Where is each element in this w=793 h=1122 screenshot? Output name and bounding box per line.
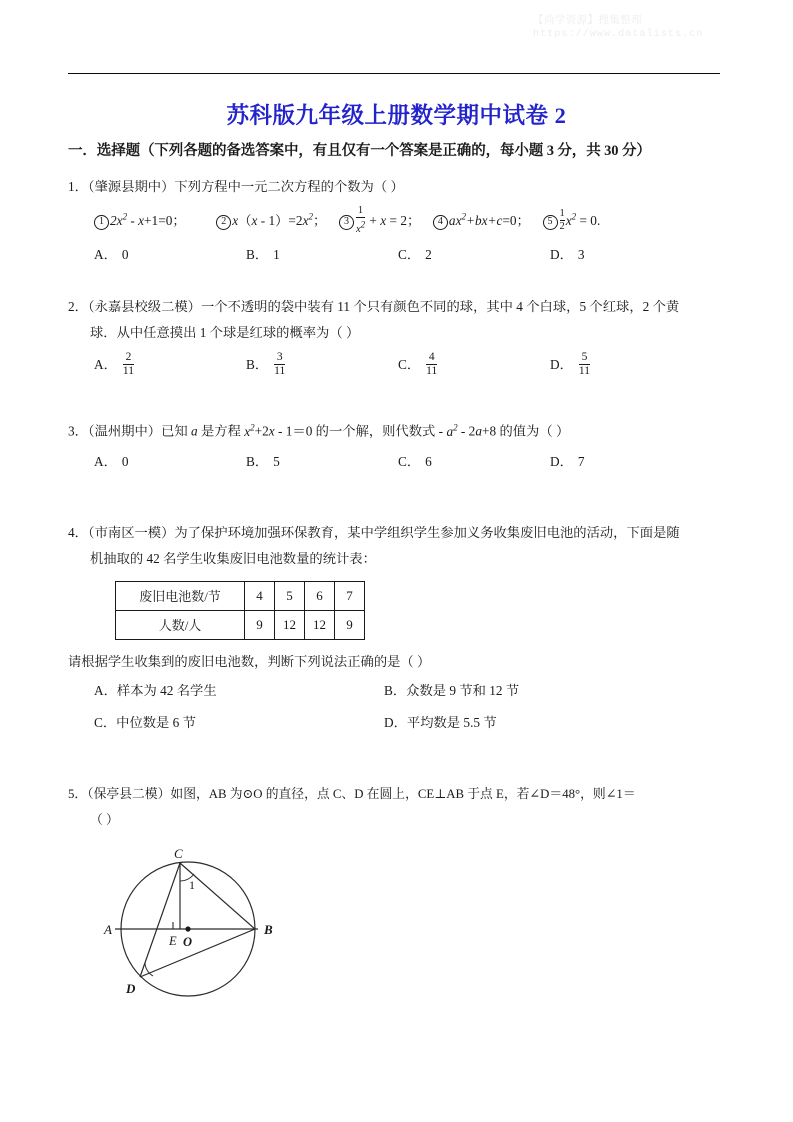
expr-2: 2 $x(x - 1)=2x^2$； bbox=[216, 213, 326, 228]
question-2-stem bbox=[68, 294, 728, 320]
geometry-figure bbox=[88, 847, 388, 1022]
watermark-url: https://www.datalists.cn bbox=[533, 29, 704, 40]
table-cell: 7 bbox=[335, 581, 365, 610]
expr-5: 5 $\frac{1}{2}$ $x^2 = 0$. bbox=[543, 213, 601, 228]
table-row bbox=[116, 610, 365, 639]
question-3-source: （温州期中） bbox=[87, 423, 162, 439]
question-1 bbox=[68, 174, 728, 268]
question-4-text-2: 机抽取的 42 名学生收集废旧电池数量的统计表： bbox=[90, 550, 376, 566]
question-5 bbox=[68, 781, 728, 1022]
question-4-stem bbox=[68, 520, 728, 546]
question-4-options bbox=[68, 675, 728, 739]
right-angle-mark-E bbox=[173, 922, 180, 929]
table-cell: 5 bbox=[275, 581, 305, 610]
question-2-source: （永嘉县校级二模） bbox=[87, 299, 201, 315]
question-4-number: 4． bbox=[68, 524, 88, 540]
label-B: B bbox=[264, 921, 273, 937]
option-2-B[interactable]: B． $\frac{3}{11}$ bbox=[246, 350, 286, 377]
option-1-A[interactable]: A． 0 bbox=[94, 247, 129, 263]
option-1-C[interactable]: C． 2 bbox=[398, 247, 432, 263]
expr-3: 3 $\frac{1}{x^2}$ + x = 2； bbox=[339, 213, 420, 228]
option-2-D[interactable]: D． $\frac{5}{11}$ bbox=[550, 350, 590, 377]
expr-1: 1 $2x^2 - x+1=0$； bbox=[94, 213, 186, 228]
question-4-text-1: 为了保护环境加强环保教育，某中学组织学生参加义务收集废旧电池的活动，下面是随 bbox=[174, 524, 680, 540]
question-1-stem bbox=[68, 174, 728, 200]
option-1-B[interactable]: B． 1 bbox=[246, 247, 280, 263]
table-cell: 6 bbox=[305, 581, 335, 610]
option-1-D[interactable]: D． 3 bbox=[550, 247, 585, 263]
table-row bbox=[116, 581, 365, 610]
option-2-A[interactable]: A． $\frac{2}{11}$ bbox=[94, 350, 134, 377]
statistics-table bbox=[115, 581, 365, 640]
question-3 bbox=[68, 414, 728, 474]
option-4-D[interactable]: D．平均数是 5.5 节 bbox=[384, 714, 497, 730]
question-5-stem-line2 bbox=[68, 807, 728, 833]
table-cell: 9 bbox=[245, 610, 275, 639]
option-2-C[interactable]: C． $\frac{4}{11}$ bbox=[398, 350, 438, 377]
option-3-B[interactable]: B． 5 bbox=[246, 453, 280, 469]
question-2 bbox=[68, 294, 728, 380]
question-5-number: 5． bbox=[68, 786, 88, 801]
question-1-number: 1． bbox=[68, 179, 88, 194]
table-row-header-people: 人数/人 bbox=[116, 610, 245, 639]
watermark bbox=[533, 14, 763, 42]
question-1-text: 下列方程中一元二次方程的个数为（ ） bbox=[174, 179, 404, 194]
question-3-stem: 3．（温州期中）已知 a 是方程 $x^2+2x - 1=0$ 的一个解，则代数式 - $a^2 - 2a+8$ 的值为（ ） bbox=[68, 422, 570, 439]
question-2-number: 2． bbox=[68, 299, 88, 315]
table-cell: 12 bbox=[305, 610, 335, 639]
segment-DB bbox=[140, 929, 255, 977]
label-D: D bbox=[126, 980, 136, 996]
section-heading: 一．选择题（下列各题的备选答案中，有且仅有一个答案是正确的，每小题 3 分，共 30 分） bbox=[68, 143, 651, 159]
question-4-stem-line2 bbox=[68, 546, 728, 572]
label-C: C bbox=[174, 846, 183, 861]
question-4 bbox=[68, 520, 728, 739]
question-2-options bbox=[68, 350, 728, 380]
option-4-B[interactable]: B．众数是 9 节和 12 节 bbox=[384, 682, 520, 698]
question-5-source: （保亭县二模） bbox=[87, 786, 171, 801]
table-cell: 9 bbox=[335, 610, 365, 639]
expr-4: 4 $ax^2+bx+c=0$； bbox=[433, 213, 530, 228]
option-4-C[interactable]: C．中位数是 6 节 bbox=[94, 714, 196, 730]
label-angle-1: 1 bbox=[189, 877, 195, 892]
question-2-stem-line2 bbox=[68, 320, 728, 346]
segment-CB bbox=[180, 863, 255, 929]
question-2-text-1: 一个不透明的袋中装有 11 个只有颜色不同的球，其中 4 个白球，5 个红球，2 个黄 bbox=[200, 299, 680, 315]
option-3-C[interactable]: C． 6 bbox=[398, 453, 432, 469]
table-cell: 12 bbox=[275, 610, 305, 639]
option-3-D[interactable]: D． 7 bbox=[550, 453, 585, 469]
question-1-expressions bbox=[68, 200, 728, 238]
question-5-text-2: （ ） bbox=[90, 812, 119, 827]
question-4-source: （市南区一模） bbox=[87, 524, 175, 540]
option-3-A[interactable]: A． 0 bbox=[94, 453, 129, 469]
center-point-O bbox=[185, 926, 190, 931]
segment-CD bbox=[140, 863, 180, 977]
question-5-stem bbox=[68, 781, 728, 807]
content-column bbox=[68, 140, 728, 1028]
page-title: 苏科版九年级上册数学期中试卷 2 bbox=[226, 103, 567, 128]
label-O: O bbox=[183, 934, 193, 949]
question-1-options bbox=[68, 242, 728, 268]
question-3-number: 3． bbox=[68, 423, 88, 439]
header-divider bbox=[68, 73, 720, 74]
question-2-text-2: 球．从中任意摸出 1 个球是红球的概率为（ ） bbox=[90, 325, 360, 341]
watermark-line1: 【尚学资源】搜集整理 bbox=[533, 15, 642, 26]
circle-diagram-svg bbox=[88, 847, 318, 1027]
option-4-A[interactable]: A．样本为 42 名学生 bbox=[94, 682, 217, 698]
question-1-source: （肇源县期中） bbox=[87, 179, 175, 194]
label-A: A bbox=[104, 921, 112, 937]
question-3-options bbox=[68, 449, 728, 475]
table-row-header-batteries: 废旧电池数/节 bbox=[116, 581, 245, 610]
label-E: E bbox=[169, 933, 177, 948]
table-cell: 4 bbox=[245, 581, 275, 610]
question-4-sub-stem: 请根据学生收集到的废旧电池数，判断下列说法正确的是（ ） bbox=[68, 653, 431, 669]
question-5-text-1: 如图，AB 为⊙O 的直径，点 C、D 在圆上，CE⊥AB 于点 E，若∠D＝48°，则∠1＝ bbox=[170, 786, 636, 801]
